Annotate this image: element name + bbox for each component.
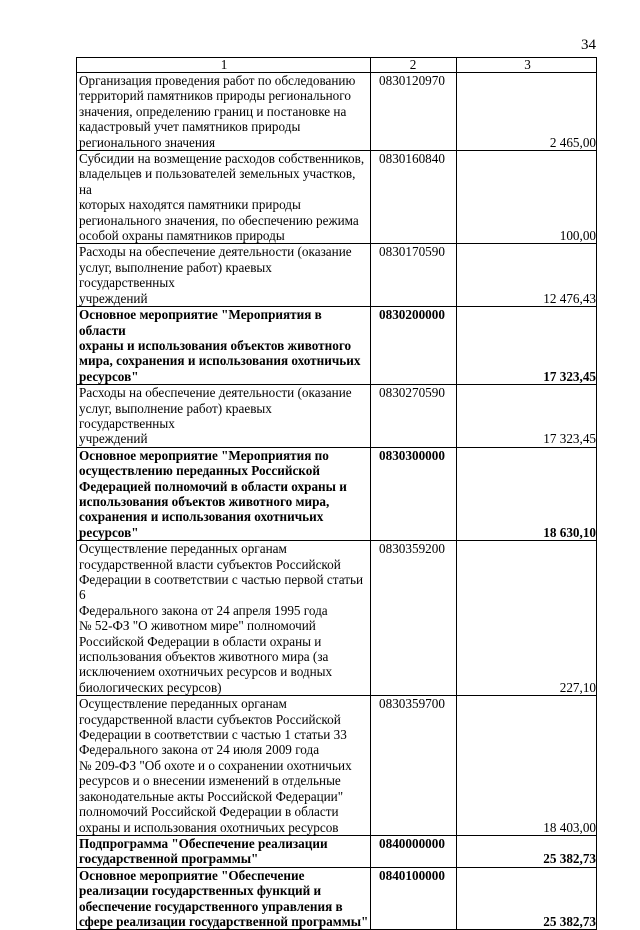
row-amount: 25 382,73 xyxy=(457,835,597,867)
row-name: Субсидии на возмещение расходов собственников, владельцев и пользователей земельных участков, на которых находятся памятники природы регионального значения, по обеспечению режима особой охраны памятников природы xyxy=(77,151,371,244)
row-amount: 18 630,10 xyxy=(457,447,597,540)
row-code: 0830160840 xyxy=(371,151,457,244)
table-row xyxy=(77,385,597,448)
table-row xyxy=(77,541,597,696)
row-code: 0840000000 xyxy=(371,835,457,867)
row-code: 0830200000 xyxy=(371,307,457,385)
row-amount: 100,00 xyxy=(457,151,597,244)
row-amount: 17 323,45 xyxy=(457,385,597,448)
table-row xyxy=(77,73,597,151)
table-row xyxy=(77,447,597,540)
row-name: Осуществление переданных органам государственной власти субъектов Российской Федерации в соответствии с частью первой статьи 6 Федерального закона от 24 апреля 1995 года № 52-ФЗ "О животном мире" полномочий Российской Федерации в области охраны и использования объектов животного мира (за исключением охотничьих ресурсов и водных биологических ресурсов) xyxy=(77,541,371,696)
table-row xyxy=(77,151,597,244)
row-code: 0830120970 xyxy=(371,73,457,151)
row-name: Основное мероприятие "Мероприятия в области охраны и использования объектов животного мира, сохранения и использования охотничьих ресурсов" xyxy=(77,307,371,385)
row-amount: 2 465,00 xyxy=(457,73,597,151)
row-amount: 25 382,73 xyxy=(457,867,597,930)
column-header-3: 3 xyxy=(457,58,597,73)
row-name: Основное мероприятие "Обеспечение реализации государственных функций и обеспечение государственного управления в сфере реализации государственной программы" xyxy=(77,867,371,930)
column-header-1: 1 xyxy=(77,58,371,73)
page-number: 34 xyxy=(581,37,596,53)
row-code: 0830359700 xyxy=(371,696,457,836)
row-code: 0830270590 xyxy=(371,385,457,448)
row-code: 0830359200 xyxy=(371,541,457,696)
row-name: Подпрограмма "Обеспечение реализации государственной программы" xyxy=(77,835,371,867)
row-name: Организация проведения работ по обследованию территорий памятников природы регионального значения, определению границ и постановке на кадастровый учет памятников природы регионального значения xyxy=(77,73,371,151)
row-code: 0830300000 xyxy=(371,447,457,540)
budget-table xyxy=(76,57,597,930)
row-name: Расходы на обеспечение деятельности (оказание услуг, выполнение работ) краевых государственных учреждений xyxy=(77,385,371,448)
column-header-2: 2 xyxy=(371,58,457,73)
row-amount: 12 476,43 xyxy=(457,244,597,307)
table-header-row xyxy=(77,58,597,73)
row-amount: 18 403,00 xyxy=(457,696,597,836)
table-row xyxy=(77,244,597,307)
table-row xyxy=(77,835,597,867)
row-name: Основное мероприятие "Мероприятия по осуществлению переданных Российской Федерацией полномочий в области охраны и использования объектов животного мира, сохранения и использования охотничьих ресурсов" xyxy=(77,447,371,540)
row-amount: 227,10 xyxy=(457,541,597,696)
row-code: 0830170590 xyxy=(371,244,457,307)
table-row xyxy=(77,867,597,930)
table-row xyxy=(77,307,597,385)
row-name: Расходы на обеспечение деятельности (оказание услуг, выполнение работ) краевых государственных учреждений xyxy=(77,244,371,307)
row-amount: 17 323,45 xyxy=(457,307,597,385)
row-code: 0840100000 xyxy=(371,867,457,930)
table-row xyxy=(77,696,597,836)
row-name: Осуществление переданных органам государственной власти субъектов Российской Федерации в соответствии с частью 1 статьи 33 Федерального закона от 24 июля 2009 года № 209-ФЗ "Об охоте и о сохранении охотничьих ресурсов и о внесении изменений в отдельные законодательные акты Российской Федерации" полномочий Российской Федерации в области охраны и использования охотничьих ресурсов xyxy=(77,696,371,836)
